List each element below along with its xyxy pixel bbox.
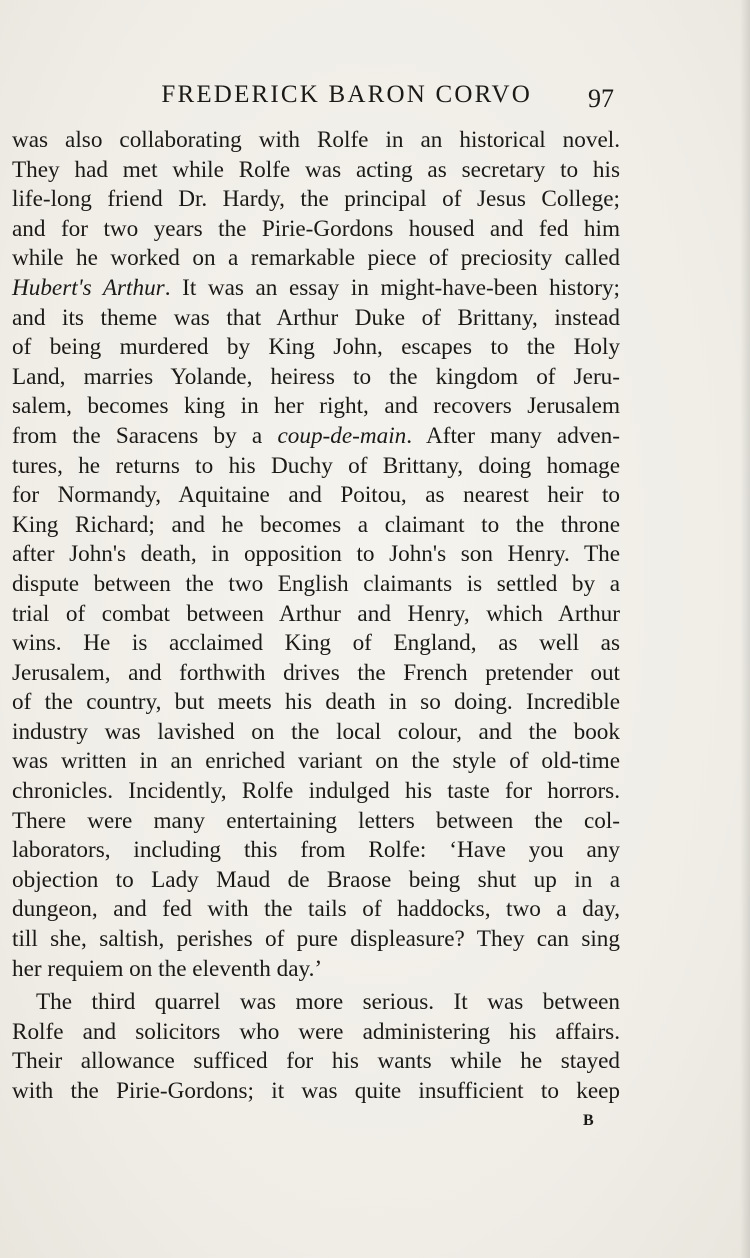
italic-phrase: coup-de-main (277, 422, 407, 449)
text-segment: industry was lavished on the local colour, and the book (12, 718, 620, 745)
text-segment: was written in an enriched variant on the style of old-time (12, 748, 620, 775)
signature-mark: B (583, 1112, 594, 1129)
text-segment: her requiem on the eleventh day.’ (12, 955, 323, 982)
text-segment: dungeon, and fed with the tails of haddocks, two a day, (12, 896, 620, 923)
text-line (12, 718, 620, 748)
text-line (12, 422, 620, 452)
text-segment: from the Saracens by a (12, 422, 278, 449)
text-segment: . It was an essay in might-have-been history; (164, 274, 620, 301)
text-line (12, 244, 620, 274)
text-line (12, 215, 620, 245)
text-segment: of the country, but meets his death in so doing. Incredible (12, 689, 620, 716)
text-line (12, 777, 620, 807)
text-segment: life-long friend Dr. Hardy, the principal of Jesus College; (12, 186, 620, 213)
text-line (12, 540, 620, 570)
text-line (12, 481, 620, 511)
italic-phrase: Hubert's Arthur (12, 274, 165, 301)
text-line (12, 1047, 620, 1077)
text-segment: tures, he returns to his Duchy of Brittany, doing homage (12, 452, 620, 479)
text-segment: of being murdered by King John, escapes to the Holy (12, 334, 620, 361)
text-line (12, 304, 620, 334)
text-line (12, 156, 620, 186)
text-segment: after John's death, in opposition to John's son Henry. The (12, 541, 620, 568)
text-segment: trial of combat between Arthur and Henry, which Arthur (12, 600, 620, 627)
text-segment: They had met while Rolfe was acting as secretary to his (12, 156, 620, 183)
text-line (12, 600, 620, 630)
text-segment: Rolfe and solicitors who were administering his affairs. (12, 1018, 620, 1045)
text-segment: Jerusalem, and forthwith drives the French pretender out (12, 659, 620, 686)
text-segment: wins. He is acclaimed King of England, as well as (12, 630, 620, 657)
text-segment: Their allowance sufficed for his wants while he stayed (12, 1048, 620, 1075)
text-line (12, 274, 620, 304)
text-line (12, 807, 620, 837)
text-line (12, 126, 620, 156)
text-segment: . After many adven- (406, 422, 620, 449)
text-line (12, 629, 620, 659)
text-segment: for Normandy, Aquitaine and Poitou, as nearest heir to (12, 482, 620, 509)
text-segment: objection to Lady Maud de Braose being shut up in a (12, 866, 620, 893)
text-line (12, 895, 620, 925)
text-segment: laborators, including this from Rolfe: ‘Have you any (12, 837, 620, 864)
text-line (12, 836, 620, 866)
text-line (12, 866, 620, 896)
text-segment: with the Pirie-Gordons; it was quite insufficient to keep (12, 1078, 620, 1104)
text-line (12, 333, 620, 363)
text-segment: while he worked on a remarkable piece of preciosity called (12, 245, 620, 272)
text-segment: dispute between the two English claimants is settled by a (12, 570, 620, 597)
text-segment: and its theme was that Arthur Duke of Brittany, instead (12, 304, 620, 331)
text-line (12, 1077, 620, 1107)
text-line (12, 363, 620, 393)
text-segment: and for two years the Pirie-Gordons housed and fed him (12, 215, 620, 242)
text-line (12, 988, 620, 1018)
text-line (12, 392, 620, 422)
running-head-title: FREDERICK BARON CORVO (161, 81, 532, 108)
page-number: 97 (588, 84, 614, 113)
text-segment: The third quarrel was more serious. It was between (36, 989, 620, 1016)
text-line (12, 688, 620, 718)
text-segment: till she, saltish, perishes of pure displeasure? They can sing (12, 926, 620, 953)
text-line (12, 452, 620, 482)
text-line (12, 747, 620, 777)
text-segment: There were many entertaining letters between the col- (12, 807, 620, 834)
text-segment: chronicles. Incidently, Rolfe indulged his taste for horrors. (12, 778, 620, 805)
text-line (12, 185, 620, 215)
text-line (12, 925, 620, 955)
text-line (12, 955, 620, 985)
text-segment: King Richard; and he becomes a claimant to the throne (12, 511, 620, 538)
text-line (12, 659, 620, 689)
text-segment: was also collaborating with Rolfe in an historical novel. (12, 127, 620, 153)
body-text (12, 126, 620, 1107)
text-line (12, 511, 620, 541)
text-segment: Land, marries Yolande, heiress to the kingdom of Jeru- (12, 363, 620, 390)
page-edge-shadow (740, 0, 750, 1258)
text-segment: salem, becomes king in her right, and recovers Jerusalem (12, 393, 620, 420)
text-line (12, 1018, 620, 1048)
text-line (12, 570, 620, 600)
